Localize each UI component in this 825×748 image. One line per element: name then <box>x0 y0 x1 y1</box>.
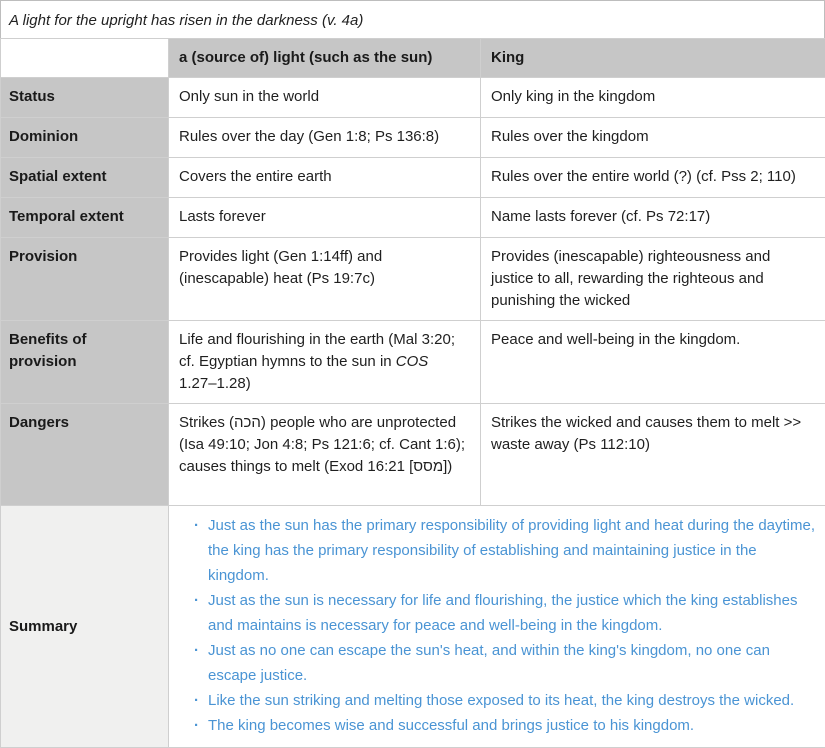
header-row <box>1 39 825 78</box>
table-row-benefits <box>1 321 825 404</box>
table-row-summary <box>1 506 825 748</box>
king-cell: Peace and well-being in the kingdom. <box>481 321 825 404</box>
sun-cell: Only sun in the world <box>169 78 481 118</box>
benefits-text-pre: Life and flourishing in the earth (Mal 3:20; cf. Egyptian hymns to the sun in <box>179 331 455 370</box>
citation-abbrev: COS <box>396 353 429 370</box>
summary-bullet: · Just as the sun is necessary for life and flourishing, the justice which the king establishes and maintains is necessary for peace and well-being in the kingdom. <box>181 588 817 638</box>
table-row-spatial-extent <box>1 158 825 198</box>
summary-list <box>181 513 817 738</box>
row-label: Summary <box>1 506 169 748</box>
summary-bullet: · Like the sun striking and melting those exposed to its heat, the king destroys the wicked. <box>181 688 817 713</box>
row-label: Spatial extent <box>1 158 169 198</box>
king-cell: Provides (inescapable) righteousness and justice to all, rewarding the righteous and punishing the wicked <box>481 238 825 321</box>
row-label: Dangers <box>1 404 169 506</box>
sun-cell: Covers the entire earth <box>169 158 481 198</box>
row-label: Status <box>1 78 169 118</box>
row-label: Dominion <box>1 118 169 158</box>
row-label: Provision <box>1 238 169 321</box>
sun-cell: Provides light (Gen 1:14ff) and (inescapable) heat (Ps 19:7c) <box>169 238 481 321</box>
summary-bullet: · Just as the sun has the primary responsibility of providing light and heat during the daytime, the king has the primary responsibility of establishing and maintaining justice in the kingdom. <box>181 513 817 588</box>
row-label: Benefits of provision <box>1 321 169 404</box>
table-row-temporal-extent <box>1 198 825 238</box>
king-cell: Only king in the kingdom <box>481 78 825 118</box>
king-cell: Name lasts forever (cf. Ps 72:17) <box>481 198 825 238</box>
column-header-king: King <box>481 39 825 78</box>
column-header-sun: a (source of) light (such as the sun) <box>169 39 481 78</box>
summary-bullet: · The king becomes wise and successful and brings justice to his kingdom. <box>181 713 817 738</box>
king-cell: Rules over the kingdom <box>481 118 825 158</box>
sun-cell: Rules over the day (Gen 1:8; Ps 136:8) <box>169 118 481 158</box>
king-cell: Rules over the entire world (?) (cf. Pss 2; 110) <box>481 158 825 198</box>
summary-bullet: · Just as no one can escape the sun's heat, and within the king's kingdom, no one can escape justice. <box>181 638 817 688</box>
figure-title: A light for the upright has risen in the darkness (v. 4a) <box>0 0 825 38</box>
king-cell: Strikes the wicked and causes them to melt >> waste away (Ps 112:10) <box>481 404 825 506</box>
sun-cell: Lasts forever <box>169 198 481 238</box>
comparison-table <box>0 38 825 748</box>
sun-cell <box>169 321 481 404</box>
corner-cell <box>1 39 169 78</box>
table-row-dominion <box>1 118 825 158</box>
row-label: Temporal extent <box>1 198 169 238</box>
table-row-provision <box>1 238 825 321</box>
sun-cell: Strikes (הכה) people who are unprotected (Isa 49:10; Jon 4:8; Ps 121:6; cf. Cant 1:6); causes things to melt (Exod 16:21 [מסס]) <box>169 404 481 506</box>
benefits-text-post: 1.27–1.28) <box>179 375 251 392</box>
table-row-status <box>1 78 825 118</box>
table-row-dangers <box>1 404 825 506</box>
summary-cell <box>169 506 825 748</box>
